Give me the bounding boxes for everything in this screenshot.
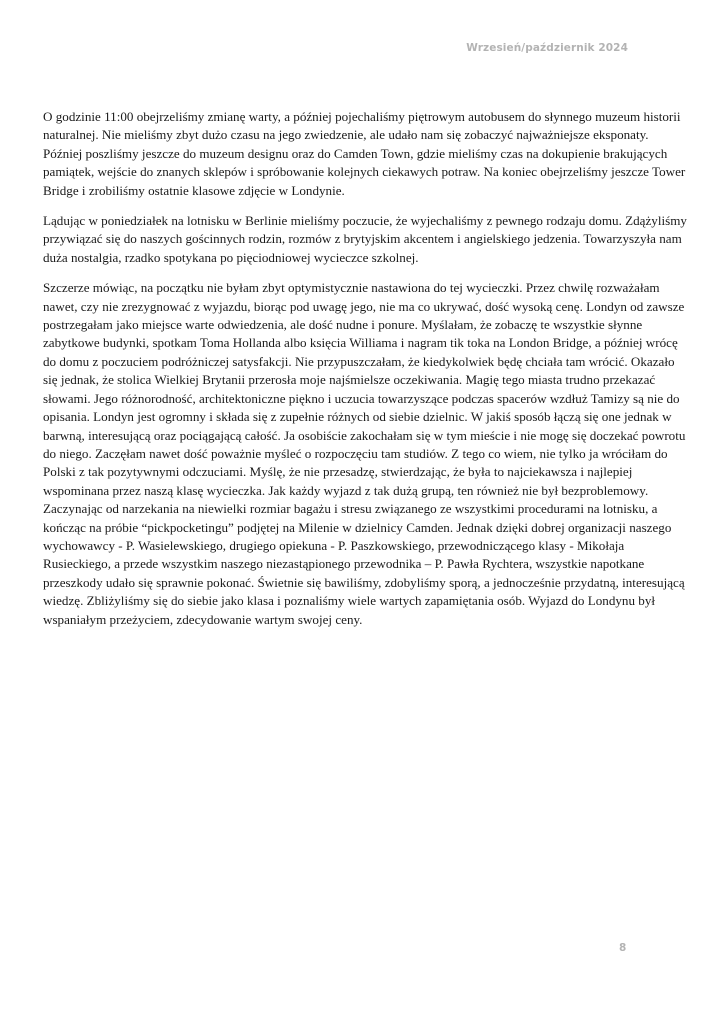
article-body: [43, 108, 687, 641]
issue-header: Wrzesień/październik 2024: [466, 42, 628, 54]
page-number: 8: [619, 942, 627, 954]
article-paragraph: Lądując w poniedziałek na lotnisku w Berlinie mieliśmy poczucie, że wyjechaliśmy z pewnego rodzaju domu. Zdążyliśmy przywiązać się do naszych gościnnych rodzin, rozmów z brytyjskim akcentem i angielskiego jedzenia. Towarzyszyła nam duża nostalgia, rzadko spotykana po pięciodniowej wycieczce szkolnej.: [43, 213, 687, 265]
article-paragraph: Szczerze mówiąc, na początku nie byłam zbyt optymistycznie nastawiona do tej wycieczki. Przez chwilę rozważałam nawet, czy nie zrezygnować z wyjazdu, biorąc pod uwagę jego, nie ma co ukrywać, dość wysoką cenę. Londyn od zawsze postrzegałam jako miejsce warte odwiedzenia, ale dość nudne i ponure. Myślałam, że zobaczę te wszystkie słynne zabytkowe budynki, spotkam Toma Hollanda albo księcia Williama i nagram tik toka na London Bridge, a później wrócę do domu z poczuciem podróżniczej satysfakcji. Nie przypuszczałam, że kiedykolwiek będę chciała tam wrócić. Okazało się jednak, że stolica Wielkiej Brytanii przerosła moje najśmielsze oczekiwania. Magię tego miasta trudno przekazać słowami. Jego różnorodność, architektoniczne piękno i uczucia towarzyszące podczas spacerów wzdłuż Tamizy są nie do opisania. Londyn jest ogromny i składa się z zupełnie różnych od siebie dzielnic. W jakiś sposób łączą się one jednak w barwną, interesującą oraz pociągającą całość. Ja osobiście zakochałam się w tym mieście i nie mogę się doczekać powrotu do niego. Zaczęłam nawet dość poważnie myśleć o rozpoczęciu tam studiów. Z tego co wiem, nie tylko ja wróciłam do Polski z tak pozytywnymi odczuciami. Myślę, że nie przesadzę, stwierdzając, że była to najciekawsza i najlepiej wspominana przez naszą klasę wycieczka. Jak każdy wyjazd z tak dużą grupą, ten również nie był bezproblemowy. Zaczynając od narzekania na niewielki rozmiar bagażu i stresu związanego ze wszystkimi procedurami na lotnisku, a kończąc na próbie “pickpocketingu” podjętej na Milenie w dzielnicy Camden. Jednak dzięki dobrej organizacji naszego wychowawcy - P. Wasielewskiego, drugiego opiekuna - P. Paszkowskiego, przewodniczącego klasy - Mikołaja Rusieckiego, a przede wszystkim naszego niezastąpionego przewodnika – P. Pawła Rychtera, wszystkie napotkane przeszkody udało się sprawnie pokonać. Świetnie się bawiliśmy, zdobyliśmy sporą, a jednocześnie przydatną, interesującą wiedzę. Zbliżyliśmy się do siebie jako klasa i poznaliśmy wiele wartych zapamiętania osób. Wyjazd do Londynu był wspaniałym przeżyciem, zdecydowanie wartym swojej ceny.: [43, 280, 686, 627]
article-paragraph: O godzinie 11:00 obejrzeliśmy zmianę warty, a później pojechaliśmy piętrowym autobusem do słynnego muzeum historii naturalnej. Nie mieliśmy zbyt dużo czasu na jego zwiedzenie, ale udało nam się zobaczyć najważniejsze eksponaty. Później poszliśmy jeszcze do muzeum designu oraz do Camden Town, gdzie mieliśmy czas na dokupienie brakujących pamiątek, wejście do znanych sklepów i spróbowanie kolejnych ciekawych potraw. Na koniec obejrzeliśmy jeszcze Tower Bridge i zrobiliśmy ostatnie klasowe zdjęcie w Londynie.: [43, 109, 686, 198]
